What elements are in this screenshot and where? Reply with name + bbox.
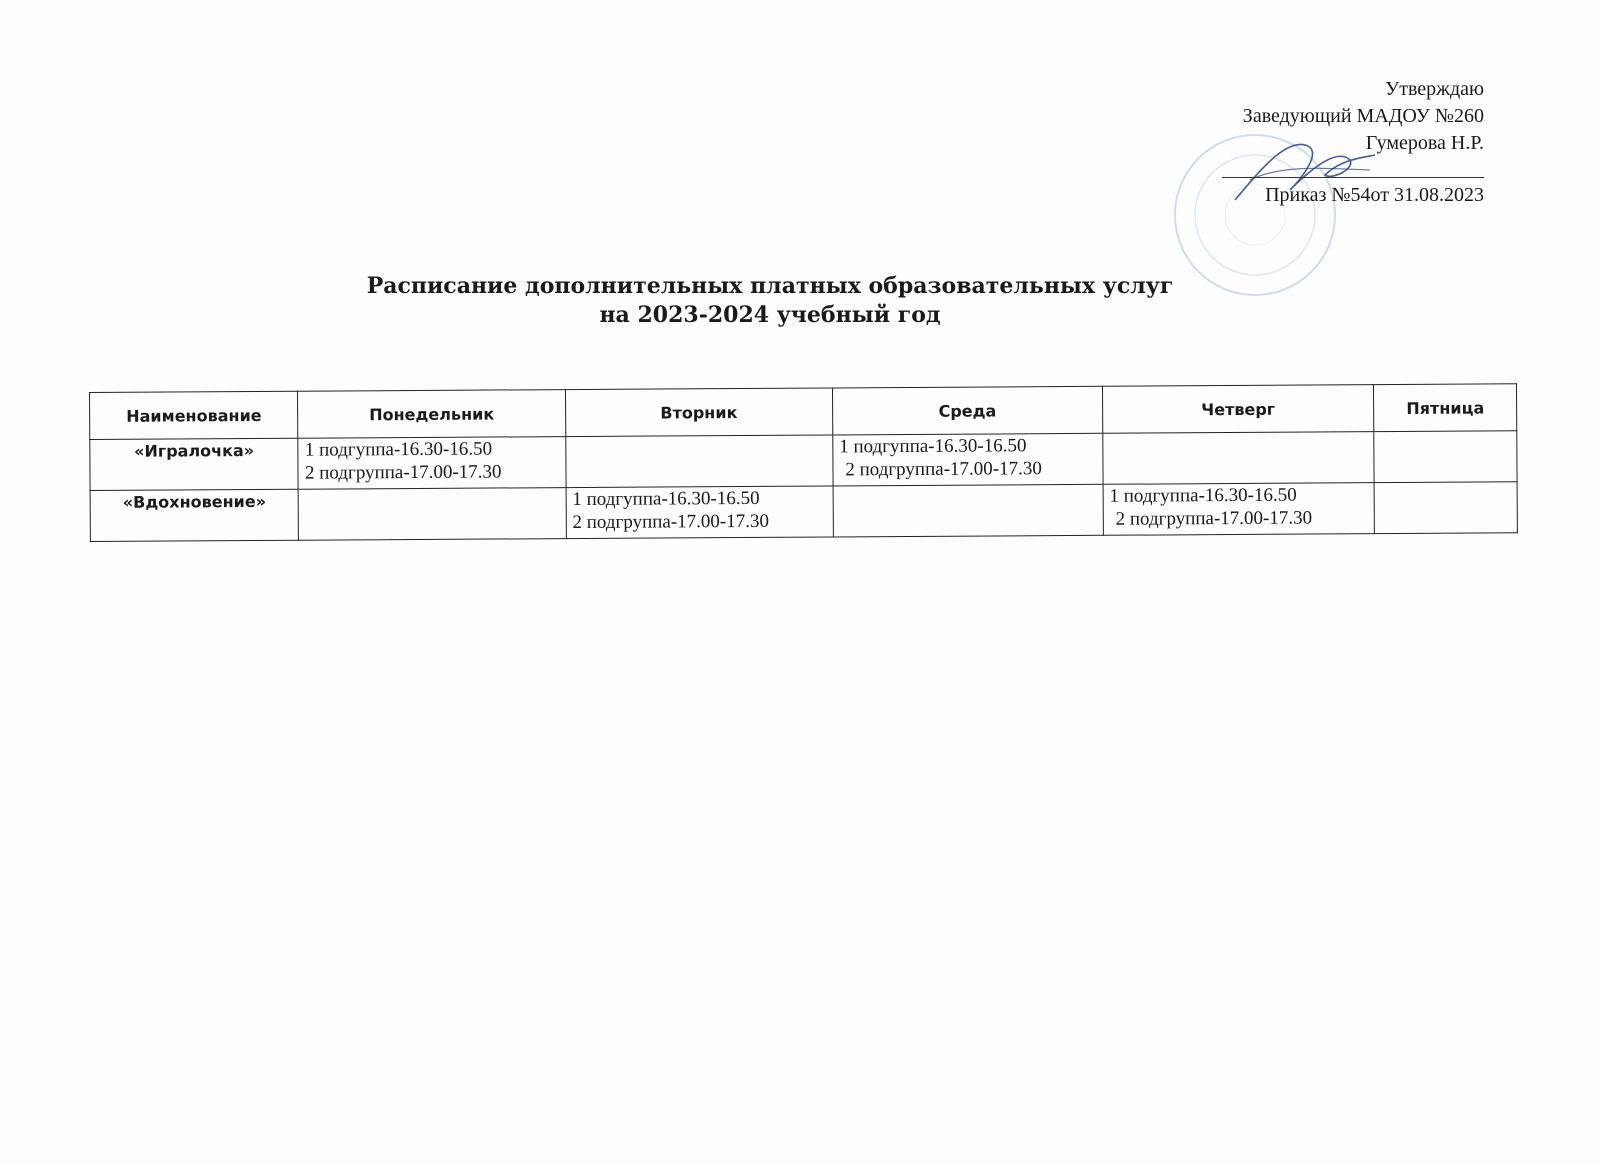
cell-friday — [1374, 431, 1517, 483]
slot-subgroup-1 — [572, 435, 826, 437]
slot-subgroup-2: 2 подгруппа-17.00-17.30 — [572, 510, 770, 534]
slot-subgroup-1 — [1109, 432, 1368, 434]
slot-subgroup-2: 2 подгруппа-17.00-17.30 — [1115, 507, 1313, 530]
slot-subgroup-1 — [1381, 482, 1511, 483]
approval-block — [1222, 76, 1484, 209]
row-name: «Игралочка» — [90, 438, 299, 490]
cell-monday — [298, 437, 565, 490]
slot-subgroup-1 — [839, 485, 1096, 487]
header-wednesday: Среда — [832, 386, 1102, 435]
cell-tuesday — [566, 486, 833, 539]
slot-subgroup-2 — [305, 488, 559, 490]
schedule-table — [89, 383, 1518, 542]
slot-subgroup-2 — [1381, 482, 1511, 483]
approval-order: Приказ №54от 31.08.2023 — [1222, 177, 1484, 209]
cell-thursday — [1103, 432, 1375, 485]
cell-wednesday — [833, 484, 1103, 537]
slot-subgroup-1: 1 подгуппа-16.30-16.50 — [1109, 484, 1297, 507]
header-friday: Пятница — [1374, 384, 1517, 432]
slot-subgroup-2: 2 подгруппа-17.00-17.30 — [304, 461, 502, 484]
slot-subgroup-1 — [1381, 431, 1511, 432]
cell-thursday — [1103, 483, 1375, 536]
header-monday: Понедельник — [298, 390, 565, 439]
approval-position: Заведующий МАДОУ №260 — [1242, 105, 1484, 127]
slot-subgroup-1: 1 подгуппа-16.30-16.50 — [839, 435, 1027, 458]
title-line-1: Расписание дополнительных платных образовательных услуг — [366, 273, 1174, 299]
table-row — [90, 482, 1517, 542]
title-line-2: на 2023-2024 учебный год — [599, 302, 941, 328]
slot-subgroup-1 — [305, 488, 559, 490]
cell-monday — [299, 488, 566, 541]
slot-subgroup-2: 2 подгруппа-17.00-17.30 — [845, 458, 1042, 481]
table-row — [90, 431, 1517, 491]
header-name: Наименование — [90, 391, 299, 439]
slot-subgroup-2 — [1109, 432, 1368, 434]
slot-subgroup-1: 1 подгуппа-16.30-16.50 — [304, 438, 493, 461]
slot-subgroup-2 — [1381, 431, 1511, 432]
document-title — [0, 272, 1540, 330]
approval-heading: Утверждаю — [1385, 78, 1484, 100]
header-thursday: Четверг — [1102, 385, 1374, 434]
header-tuesday: Вторник — [565, 388, 832, 437]
slot-subgroup-2 — [572, 435, 826, 437]
slot-subgroup-2 — [839, 485, 1096, 487]
approval-name: Гумерова Н.Р. — [1365, 132, 1484, 154]
cell-wednesday — [833, 433, 1103, 486]
slot-subgroup-1: 1 подгуппа-16.30-16.50 — [572, 487, 760, 511]
cell-tuesday — [565, 435, 832, 488]
row-name: «Вдохновение» — [90, 489, 299, 541]
cell-friday — [1374, 482, 1517, 534]
